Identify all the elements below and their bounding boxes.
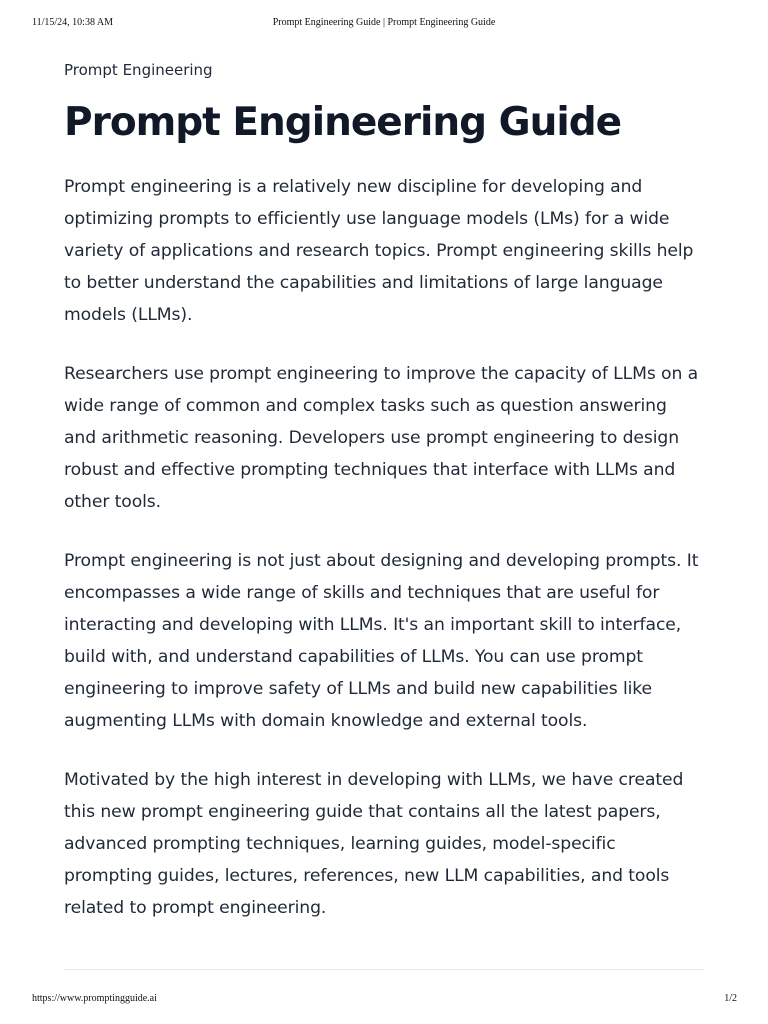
print-footer (0, 993, 768, 1007)
article-content (64, 171, 704, 924)
paragraph-skills: Prompt engineering is not just about designing and developing prompts. It encompasses a wide range of skills and techniques that are useful for interacting and developing with LLMs. It's an important skill to interface, build with, and understand capabilities of LLMs. You can use prompt engineering to improve safety of LLMs and build new capabilities like augmenting LLMs with domain knowledge and external tools. (64, 551, 699, 731)
page-title: Prompt Engineering Guide (64, 100, 622, 145)
print-date: 11/15/24, 10:38 AM (32, 17, 114, 28)
print-url: https://www.promptingguide.ai (32, 993, 157, 1004)
print-page-title: Prompt Engineering Guide | Prompt Engineering Guide (272, 17, 496, 28)
paragraph-intro: Prompt engineering is a relatively new discipline for developing and optimizing prompts to efficiently use language models (LMs) for a wide variety of applications and research topics. Prompt engineering skills help to better understand the capabilities and limitations of large language models (LLMs). (64, 177, 694, 325)
paragraph-motivation: Motivated by the high interest in developing with LLMs, we have created this new prompt engineering guide that contains all the latest papers, advanced prompting techniques, learning guides, model-specific prompting guides, lectures, references, new LLM capabilities, and tools related to prompt engineering. (64, 770, 684, 918)
content-divider (64, 969, 704, 970)
breadcrumb[interactable]: Prompt Engineering (64, 61, 213, 79)
page-number: 1/2 (724, 993, 737, 1004)
print-header (0, 17, 768, 31)
article (64, 58, 704, 951)
paragraph-researchers: Researchers use prompt engineering to improve the capacity of LLMs on a wide range of common and complex tasks such as question answering and arithmetic reasoning. Developers use prompt engineering to design robust and effective prompting techniques that interface with LLMs and other tools. (64, 364, 699, 512)
